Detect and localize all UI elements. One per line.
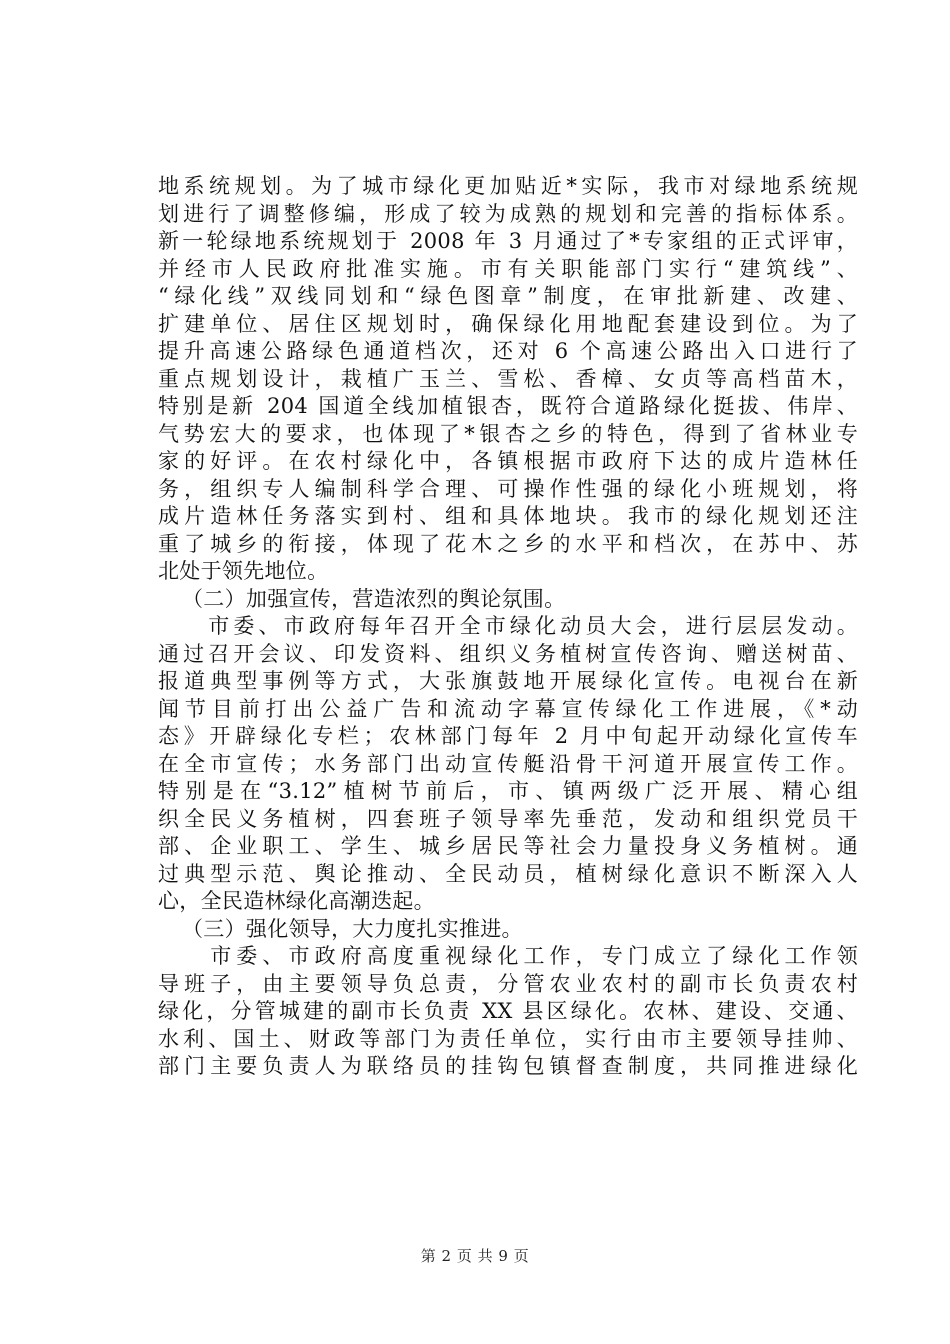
text-line: 气势宏大的要求，也体现了*银杏之乡的特色，得到了省林业专 <box>158 421 858 446</box>
section-heading: （三）强化领导，大力度扎实推进。 <box>182 916 523 941</box>
text-line: 水利、国土、财政等部门为责任单位，实行由市主要领导挂帅、 <box>158 1026 858 1051</box>
text-line: 绿化，分管城建的副市长负责 XX 县区绿化。农林、建设、交通、 <box>158 999 858 1023</box>
text-line: 在全市宣传；水务部门出动宣传艇沿骨干河道开展宣传工作。 <box>158 751 858 776</box>
text-line: 态》开辟绿化专栏；农林部门每年 2 月中旬起开动绿化宣传车 <box>158 724 858 748</box>
text-line: 并经市人民政府批准实施。市有关职能部门实行“建筑线”、 <box>158 256 858 281</box>
text-line: 导班子，由主要领导负总责，分管农业农村的副市长负责农村 <box>158 971 858 996</box>
text-line: 过典型示范、舆论推动、全民动员，植树绿化意识不断深入人 <box>158 861 858 886</box>
text-line: 新一轮绿地系统规划于 2008 年 3 月通过了*专家组的正式评审， <box>158 229 858 253</box>
text-line: 闻节目前打出公益广告和流动字幕宣传绿化工作进展，《*动 <box>158 696 858 721</box>
page-footer <box>0 1245 950 1266</box>
text-line: 扩建单位、居住区规划时，确保绿化用地配套建设到位。为了 <box>158 311 858 336</box>
text-line: 市委、市政府高度重视绿化工作，专门成立了绿化工作领 <box>158 944 858 968</box>
text-line: 特别是在“3.12”植树节前后，市、镇两级广泛开展、精心组 <box>158 779 858 803</box>
text-line: 部、企业职工、学生、城乡居民等社会力量投身义务植树。通 <box>158 834 858 858</box>
page-number: 第 2 页 共 9 页 <box>420 1247 530 1265</box>
text-line: 划进行了调整修编，形成了较为成熟的规划和完善的指标体系。 <box>158 201 858 226</box>
text-line: 成片造林任务落实到村、组和具体地块。我市的绿化规划还注 <box>158 504 858 528</box>
text-line: 织全民义务植树，四套班子领导率先垂范，发动和组织党员干 <box>158 806 858 831</box>
text-line: 心，全民造林绿化高潮迭起。 <box>158 889 435 913</box>
text-line: 家的好评。在农村绿化中，各镇根据市政府下达的成片造林任 <box>158 449 858 473</box>
text-line: 地系统规划。为了城市绿化更加贴近*实际，我市对绿地系统规 <box>158 174 858 198</box>
text-line: 北处于领先地位。 <box>158 559 329 583</box>
text-line: 部门主要负责人为联络员的挂钩包镇督查制度，共同推进绿化 <box>158 1054 858 1078</box>
section-heading: （二）加强宣传，营造浓烈的舆论氛围。 <box>182 586 566 611</box>
text-line: “绿化线”双线同划和“绿色图章”制度，在审批新建、改建、 <box>158 284 858 308</box>
text-line: 务，组织专人编制科学合理、可操作性强的绿化小班规划，将 <box>158 476 858 501</box>
body-text <box>158 173 858 1081</box>
text-line: 特别是新 204 国道全线加植银杏，既符合道路绿化挺拔、伟岸、 <box>158 394 858 418</box>
text-line: 通过召开会议、印发资料、组织义务植树宣传咨询、赠送树苗、 <box>158 641 858 666</box>
text-line: 重了城乡的衔接，体现了花木之乡的水平和档次，在苏中、苏 <box>158 531 858 556</box>
text-line: 提升高速公路绿色通道档次，还对 6 个高速公路出入口进行了 <box>158 339 858 363</box>
text-line: 重点规划设计，栽植广玉兰、雪松、香樟、女贞等高档苗木， <box>158 366 858 391</box>
text-line: 报道典型事例等方式，大张旗鼓地开展绿化宣传。电视台在新 <box>158 669 858 693</box>
text-line: 市委、市政府每年召开全市绿化动员大会，进行层层发动。 <box>158 614 858 638</box>
